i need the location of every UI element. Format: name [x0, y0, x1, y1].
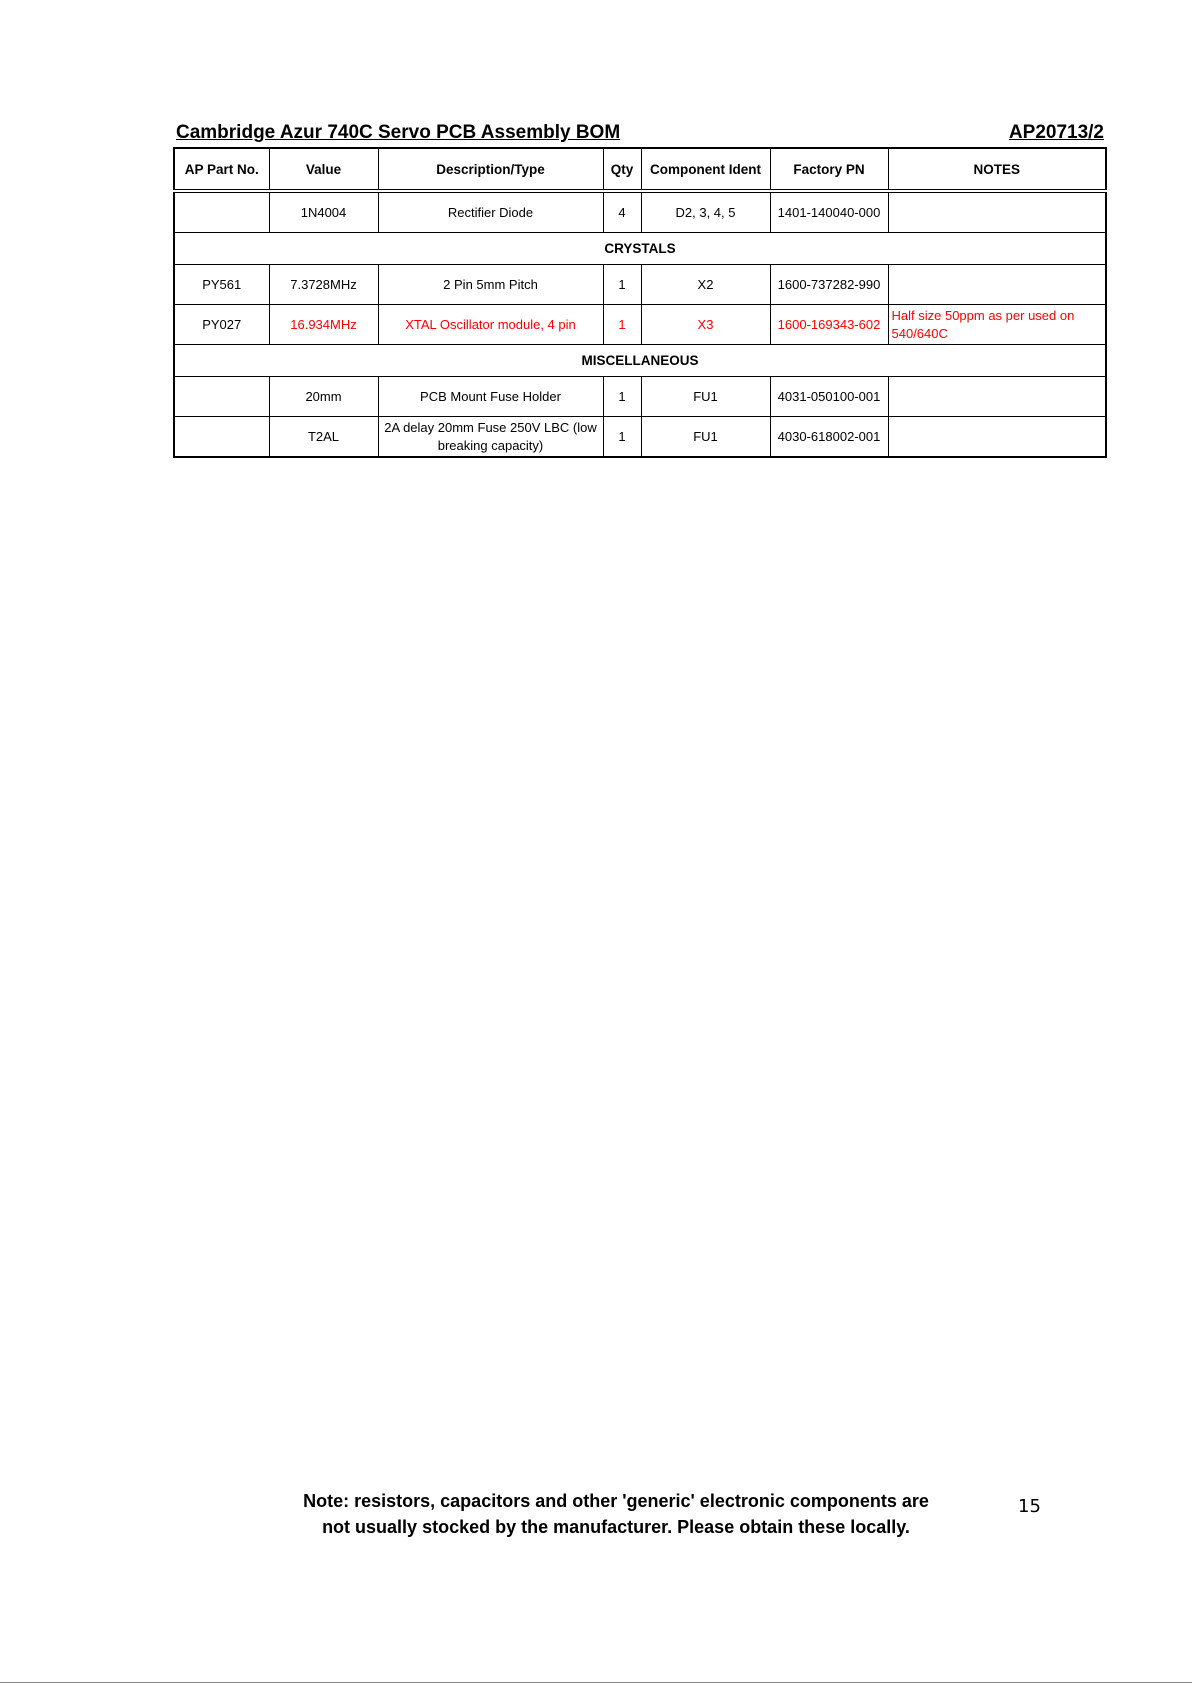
table-header-row [174, 148, 1106, 191]
cell-notes [888, 417, 1106, 458]
cell-notes: Half size 50ppm as per used on 540/640C [888, 305, 1106, 345]
cell-part-no: PY561 [174, 265, 269, 305]
cell-component-ident: D2, 3, 4, 5 [641, 191, 770, 233]
page-header [176, 122, 1104, 146]
cell-description: Rectifier Diode [378, 191, 603, 233]
column-header-part-no: AP Part No. [174, 148, 269, 191]
cell-value: 20mm [269, 377, 378, 417]
column-header-value: Value [269, 148, 378, 191]
cell-qty: 1 [603, 417, 641, 458]
cell-description: 2 Pin 5mm Pitch [378, 265, 603, 305]
cell-factory-pn: 1600-169343-602 [770, 305, 888, 345]
footer-note-line-2: not usually stocked by the manufacturer. Please obtain these locally. [322, 1517, 910, 1537]
table-row-changed [174, 305, 1106, 345]
cell-notes [888, 377, 1106, 417]
cell-description: PCB Mount Fuse Holder [378, 377, 603, 417]
section-label-miscellaneous: MISCELLANEOUS [174, 345, 1106, 377]
cell-description: 2A delay 20mm Fuse 250V LBC (low breaking capacity) [378, 417, 603, 458]
cell-component-ident: FU1 [641, 377, 770, 417]
column-header-qty: Qty [603, 148, 641, 191]
cell-factory-pn: 4031-050100-001 [770, 377, 888, 417]
cell-qty: 1 [603, 377, 641, 417]
table-row [174, 377, 1106, 417]
column-header-description: Description/Type [378, 148, 603, 191]
column-header-component-ident: Component Ident [641, 148, 770, 191]
cell-component-ident: X3 [641, 305, 770, 345]
page-number: 15 [1018, 1496, 1041, 1517]
column-header-factory-pn: Factory PN [770, 148, 888, 191]
cell-qty: 1 [603, 265, 641, 305]
cell-part-no [174, 191, 269, 233]
cell-factory-pn: 4030-618002-001 [770, 417, 888, 458]
section-label-crystals: CRYSTALS [174, 233, 1106, 265]
cell-value: 1N4004 [269, 191, 378, 233]
cell-value: 7.3728MHz [269, 265, 378, 305]
cell-part-no [174, 417, 269, 458]
footer-note [276, 1488, 956, 1540]
table-row [174, 191, 1106, 233]
table-row [174, 265, 1106, 305]
cell-factory-pn: 1600-737282-990 [770, 265, 888, 305]
cell-component-ident: FU1 [641, 417, 770, 458]
cell-notes [888, 191, 1106, 233]
cell-description: XTAL Oscillator module, 4 pin [378, 305, 603, 345]
cell-qty: 1 [603, 305, 641, 345]
cell-qty: 4 [603, 191, 641, 233]
section-row-miscellaneous [174, 345, 1106, 377]
footer-note-line-1: Note: resistors, capacitors and other 'generic' electronic components are [303, 1491, 929, 1511]
cell-part-no [174, 377, 269, 417]
column-header-notes: NOTES [888, 148, 1106, 191]
cell-part-no: PY027 [174, 305, 269, 345]
cell-component-ident: X2 [641, 265, 770, 305]
cell-value: 16.934MHz [269, 305, 378, 345]
cell-factory-pn: 1401-140040-000 [770, 191, 888, 233]
section-row-crystals [174, 233, 1106, 265]
page-bottom-divider [0, 1682, 1192, 1683]
table-row [174, 417, 1106, 458]
cell-value: T2AL [269, 417, 378, 458]
document-title: Cambridge Azur 740C Servo PCB Assembly BOM [176, 122, 621, 143]
document-reference: AP20713/2 [1008, 122, 1104, 143]
cell-notes [888, 265, 1106, 305]
bom-table [173, 147, 1107, 458]
